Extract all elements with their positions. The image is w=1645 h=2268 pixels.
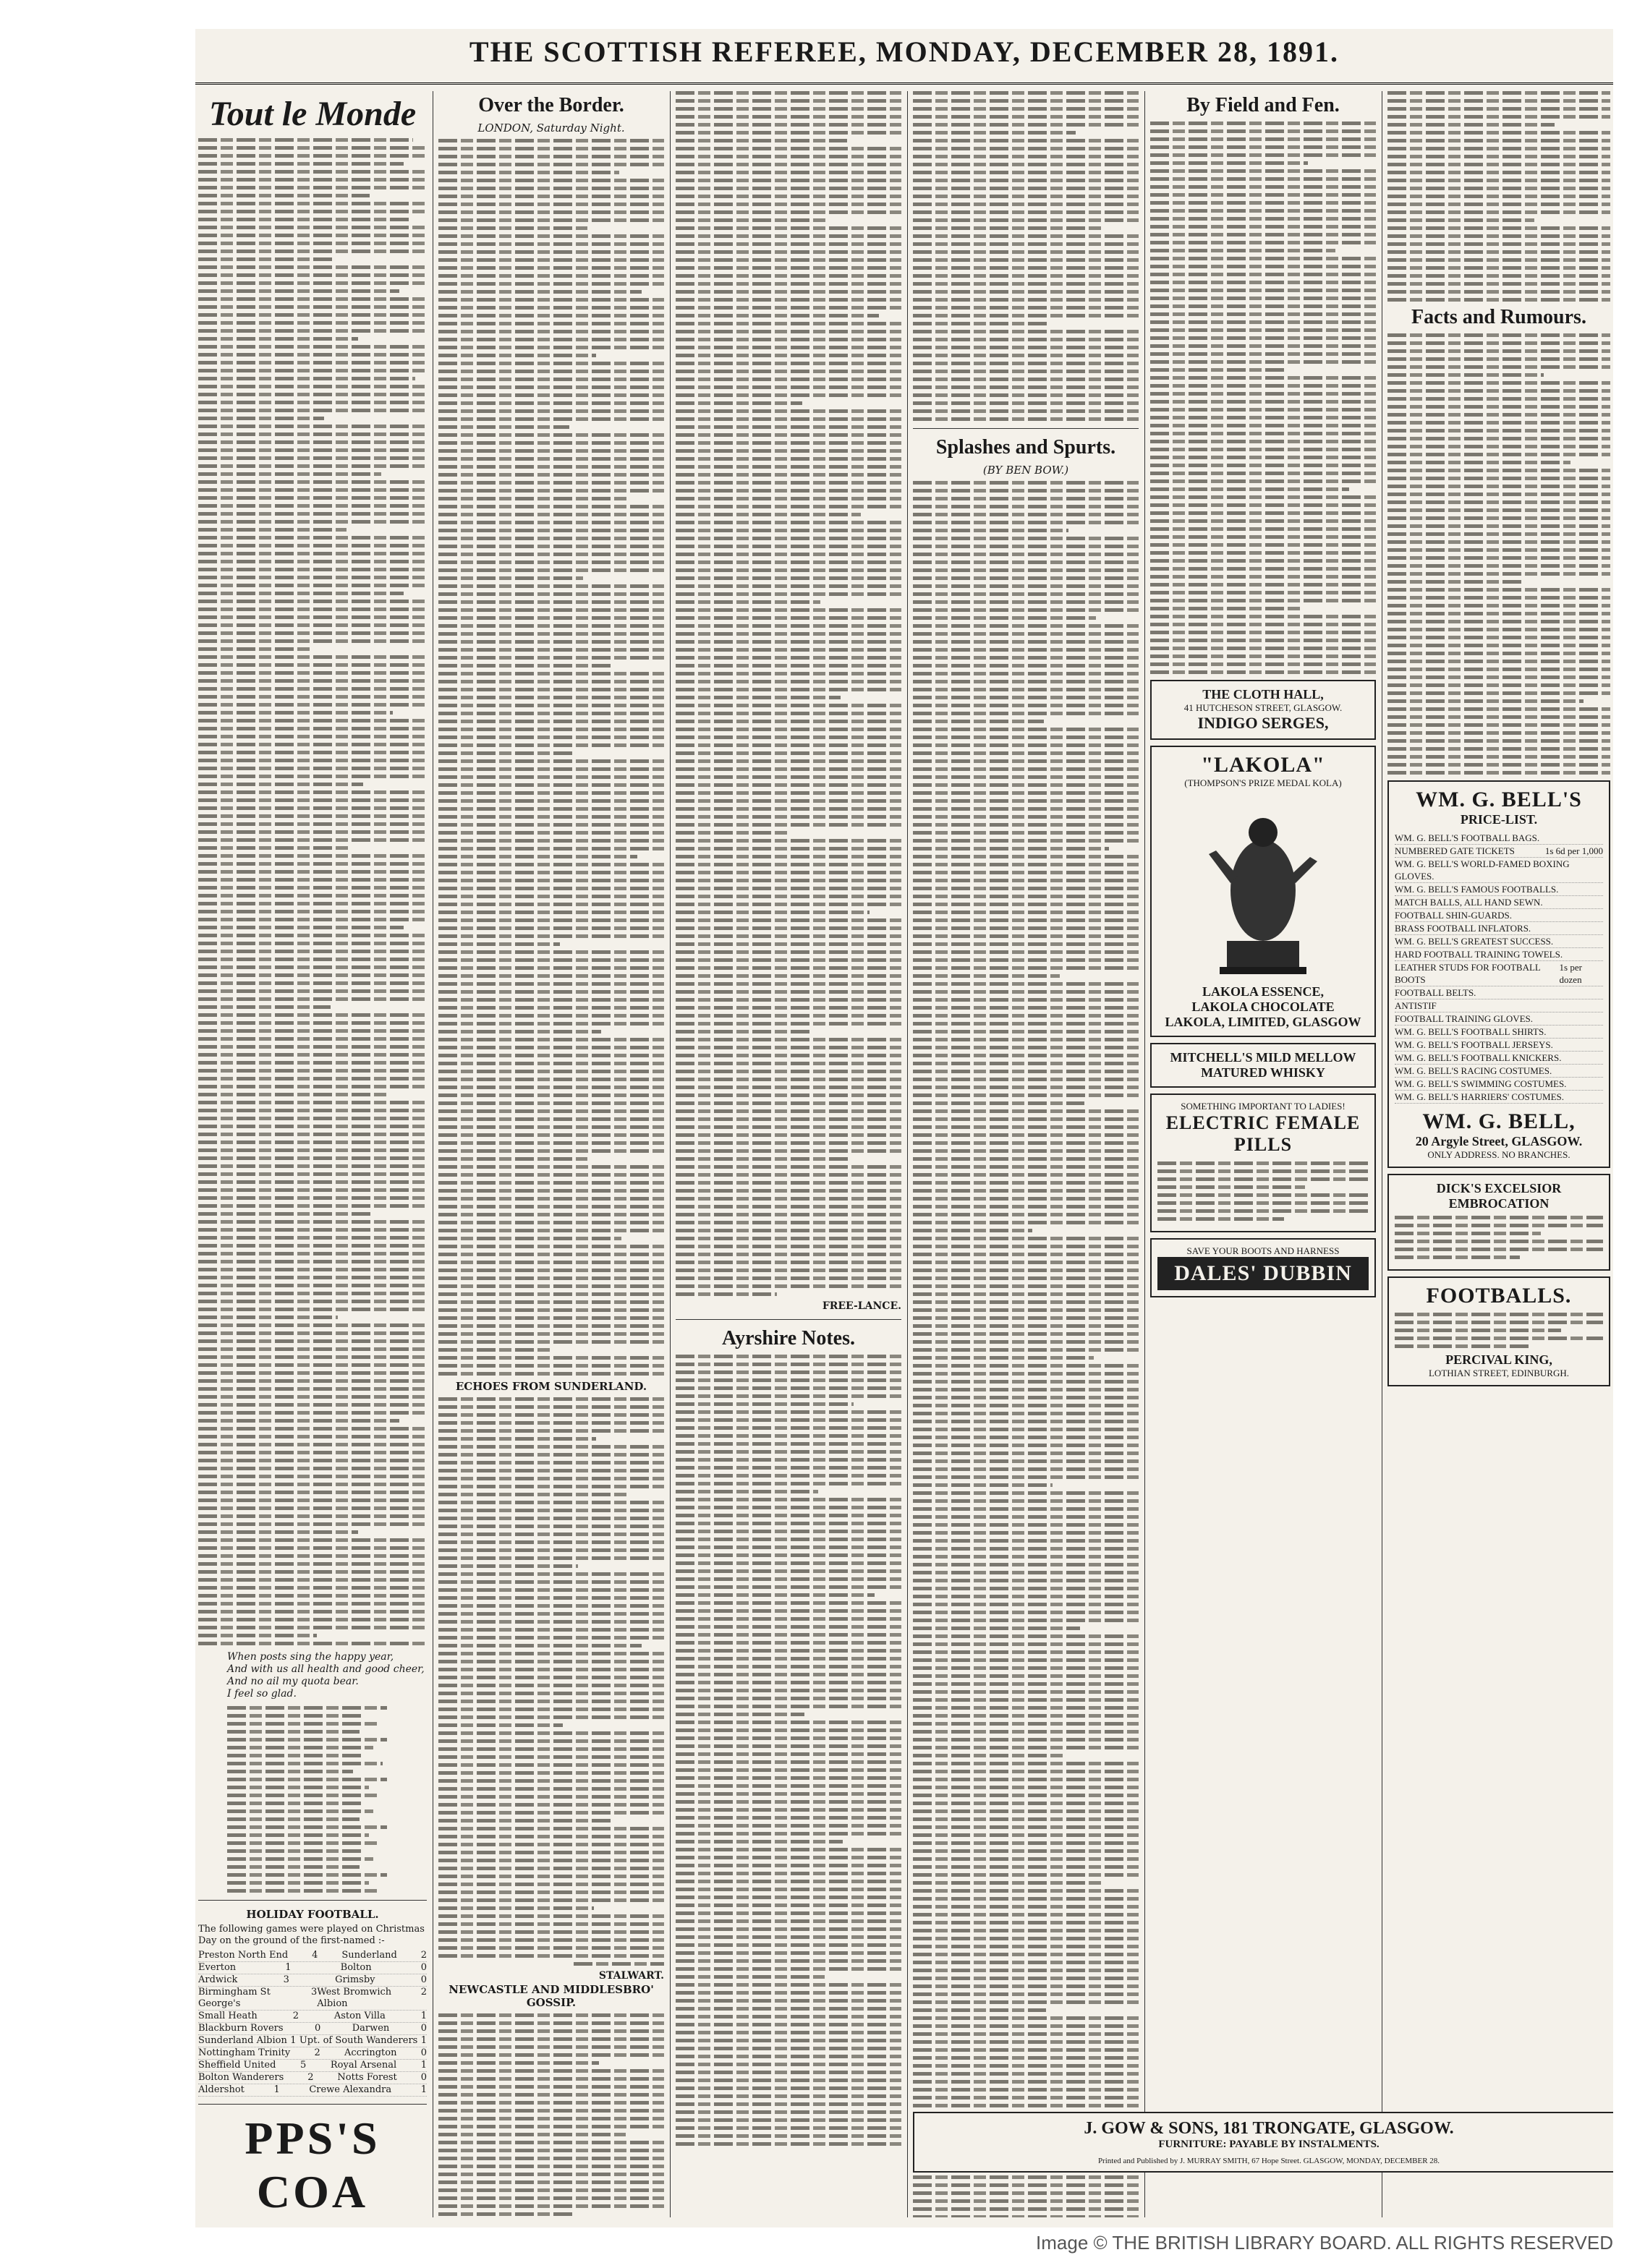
gow-title: J. GOW & SONS, 181 TRONGATE, GLASGOW. [1084, 2119, 1454, 2138]
list-item: FOOTBALL BELTS. [1395, 986, 1603, 999]
lakola-essence: LAKOLA ESSENCE, [1202, 984, 1325, 999]
table-row: Sunderland Albion 1 Upt. of South Wanderers 1 [198, 2035, 427, 2046]
holiday-football-heading: HOLIDAY FOOTBALL. [246, 1908, 379, 1921]
list-item: MATCH BALLS, ALL HAND SEWN. [1395, 896, 1603, 909]
table-row: Everton 1 Bolton 0 [198, 1962, 427, 1973]
bell-heading: WM. G. BELL'S [1416, 788, 1582, 811]
column-rule [907, 91, 908, 2217]
table-row: Blackburn Rovers 0 Darwen 0 [198, 2023, 427, 2034]
table-row: Preston North End 4 Sunderland 2 [198, 1950, 427, 1961]
newspaper-page [195, 29, 1613, 2228]
percival-address: LOTHIAN STREET, EDINBURGH. [1428, 1368, 1570, 1378]
signoff: STALWART. [598, 1970, 664, 1982]
table-row: Nottingham Trinity 2 Accrington 0 [198, 2047, 427, 2058]
dales-dubbin: DALES' DUBBIN [1157, 1257, 1369, 1290]
ayrshire-notes-heading: Ayrshire Notes. [721, 1327, 856, 1350]
bell-sub: PRICE-LIST. [1460, 812, 1538, 827]
tout-le-monde-heading: Tout le Monde [208, 95, 417, 133]
article-text [438, 139, 664, 1376]
list-item: WM. G. BELL'S FOOTBALL BAGS. [1395, 832, 1603, 845]
table-row: Bolton Wanderers 2 Notts Forest 0 [198, 2072, 427, 2083]
list-item: BRASS FOOTBALL INFLATORS. [1395, 922, 1603, 935]
printed-line: Printed and Published by J. MURRAY SMITH, 67 Hope Street. GLASGOW, MONDAY, DECEMBER 28. [1097, 2157, 1440, 2165]
column-2 [438, 91, 664, 2217]
mitchells-title: MITCHELL'S MILD MELLOW MATURED WHISKY [1170, 1050, 1356, 1080]
list-item: WM. G. BELL'S FAMOUS FOOTBALLS. [1395, 883, 1603, 896]
poem-line: And no ail my quota bear. [227, 1676, 359, 1687]
cloth-hall-title: THE CLOTH HALL, [1202, 687, 1324, 702]
lakola-chocolate: LAKOLA CHOCOLATE [1191, 999, 1335, 1014]
list-item: LEATHER STUDS FOR FOOTBALL BOOTS 1s per dozen [1395, 961, 1603, 986]
newcastle-heading: NEWCASTLE AND MIDDLESBRO' GOSSIP. [449, 1983, 654, 2009]
percival-king: PERCIVAL KING, [1445, 1352, 1552, 1367]
poem [227, 1651, 427, 1700]
column-5 [1150, 91, 1376, 2217]
column-3 [676, 91, 901, 2217]
list-item: FOOTBALL SHIN-GUARDS. [1395, 909, 1603, 922]
gow-sub: FURNITURE: PAYABLE BY INSTALMENTS. [1158, 2139, 1380, 2150]
list-item: HARD FOOTBALL TRAINING TOWELS. [1395, 948, 1603, 961]
lakola-brand: "LAKOLA" [1201, 753, 1325, 777]
cloth-hall-ad [1150, 680, 1376, 740]
embrocation-ad [1387, 1174, 1610, 1271]
footballs-ad [1387, 1276, 1610, 1386]
signoff: FREE-LANCE. [822, 1300, 901, 1312]
footballs-heading: FOOTBALLS. [1426, 1284, 1572, 1308]
lakola-ad [1150, 746, 1376, 1037]
column-6 [1387, 91, 1610, 2217]
poem-line: When posts sing the happy year, [227, 1651, 394, 1663]
list-item: NUMBERED GATE TICKETS 1s 6d per 1,000 [1395, 845, 1603, 856]
poem-line: And with us all health and good cheer, [227, 1663, 425, 1675]
table-row: Ardwick 3 Grimsby 0 [198, 1974, 427, 1985]
holiday-intro: The following games were played on Christmas Day on the ground of the first-named :- [198, 1924, 425, 1946]
cloth-hall-address: 41 HUTCHESON STREET, GLASGOW. [1183, 702, 1343, 713]
bell-price-list [1387, 780, 1610, 1168]
list-item: WM. G. BELL'S SWIMMING COSTUMES. [1395, 1078, 1603, 1091]
by-field-and-fen-heading: By Field and Fen. [1186, 94, 1340, 116]
column-rule [670, 91, 671, 2217]
list-item: WM. G. BELL'S HARRIERS' COSTUMES. [1395, 1091, 1603, 1104]
splashes-heading: Splashes and Spurts. [935, 436, 1116, 459]
poem-line: I feel so glad. [227, 1688, 297, 1700]
mitchells-ad [1150, 1043, 1376, 1088]
list-item: WM. G. BELL'S GREATEST SUCCESS. [1395, 935, 1603, 948]
indigo-serges: INDIGO SERGES, [1197, 714, 1329, 732]
list-item: WM. G. BELL'S FOOTBALL KNICKERS. [1395, 1052, 1603, 1065]
list-item: WM. G. BELL'S WORLD-FAMED BOXING GLOVES. [1395, 858, 1603, 883]
facts-and-rumours-heading: Facts and Rumours. [1411, 306, 1586, 328]
list-item: ANTISTIF [1395, 999, 1603, 1012]
masthead [195, 29, 1613, 85]
list-item: WM. G. BELL'S RACING COSTUMES. [1395, 1065, 1603, 1078]
column-rule [1144, 91, 1145, 2217]
dales-sub: SAVE YOUR BOOTS AND HARNESS [1186, 1245, 1340, 1256]
copyright-footer: Image © THE BRITISH LIBRARY BOARD. ALL RIGHTS RESERVED [1036, 2232, 1613, 2254]
bell-address: 20 Argyle Street, GLASGOW. [1415, 1134, 1583, 1148]
table-row: Sheffield United 5 Royal Arsenal 1 [198, 2060, 427, 2071]
over-the-border-heading: Over the Border. [478, 94, 624, 116]
masthead-title: THE SCOTTISH REFEREE, MONDAY, DECEMBER 28, 1891. [469, 35, 1340, 68]
statue-illustration [1202, 796, 1325, 977]
dales-ad [1150, 1238, 1376, 1297]
lakola-sub: (THOMPSON'S PRIZE MEDAL KOLA) [1184, 777, 1342, 788]
article-text [913, 91, 1139, 421]
list-item: WM. G. BELL'S FOOTBALL JERSEYS. [1395, 1039, 1603, 1052]
lakola-limited: LAKOLA, LIMITED, GLASGOW [1165, 1015, 1361, 1029]
list-item: FOOTBALL TRAINING GLOVES. [1395, 1012, 1603, 1026]
list-item: WM. G. BELL'S FOOTBALL SHIRTS. [1395, 1026, 1603, 1039]
embrocation-title: DICK'S EXCELSIOR EMBROCATION [1436, 1181, 1562, 1211]
table-row: Aldershot 1 Crewe Alexandra 1 [198, 2084, 427, 2095]
splashes-byline: (BY BEN BOW.) [982, 464, 1069, 477]
article-text [198, 138, 427, 1645]
column-1 [198, 91, 427, 2217]
pills-ad [1150, 1094, 1376, 1232]
important-to-ladies: SOMETHING IMPORTANT TO LADIES! [1181, 1101, 1346, 1112]
bell-note: ONLY ADDRESS. NO BRANCHES. [1427, 1149, 1570, 1160]
article-text [676, 91, 901, 1296]
table-row: Small Heath 2 Aston Villa 1 [198, 2011, 427, 2021]
gow-ad [913, 2112, 1613, 2173]
dateline: LONDON, Saturday Night. [477, 122, 625, 135]
echoes-heading: ECHOES FROM SUNDERLAND. [455, 1380, 647, 1393]
bell-name: WM. G. BELL, [1422, 1109, 1576, 1133]
results-table [198, 1950, 427, 2097]
table-row: Birmingham St George's 3 West Bromwich Albion 2 [198, 1987, 427, 2009]
pills-title: ELECTRIC FEMALE PILLS [1165, 1112, 1361, 1155]
epps-cocoa-ad: PPS'S COA [245, 2113, 381, 2217]
column-4 [913, 91, 1139, 2217]
